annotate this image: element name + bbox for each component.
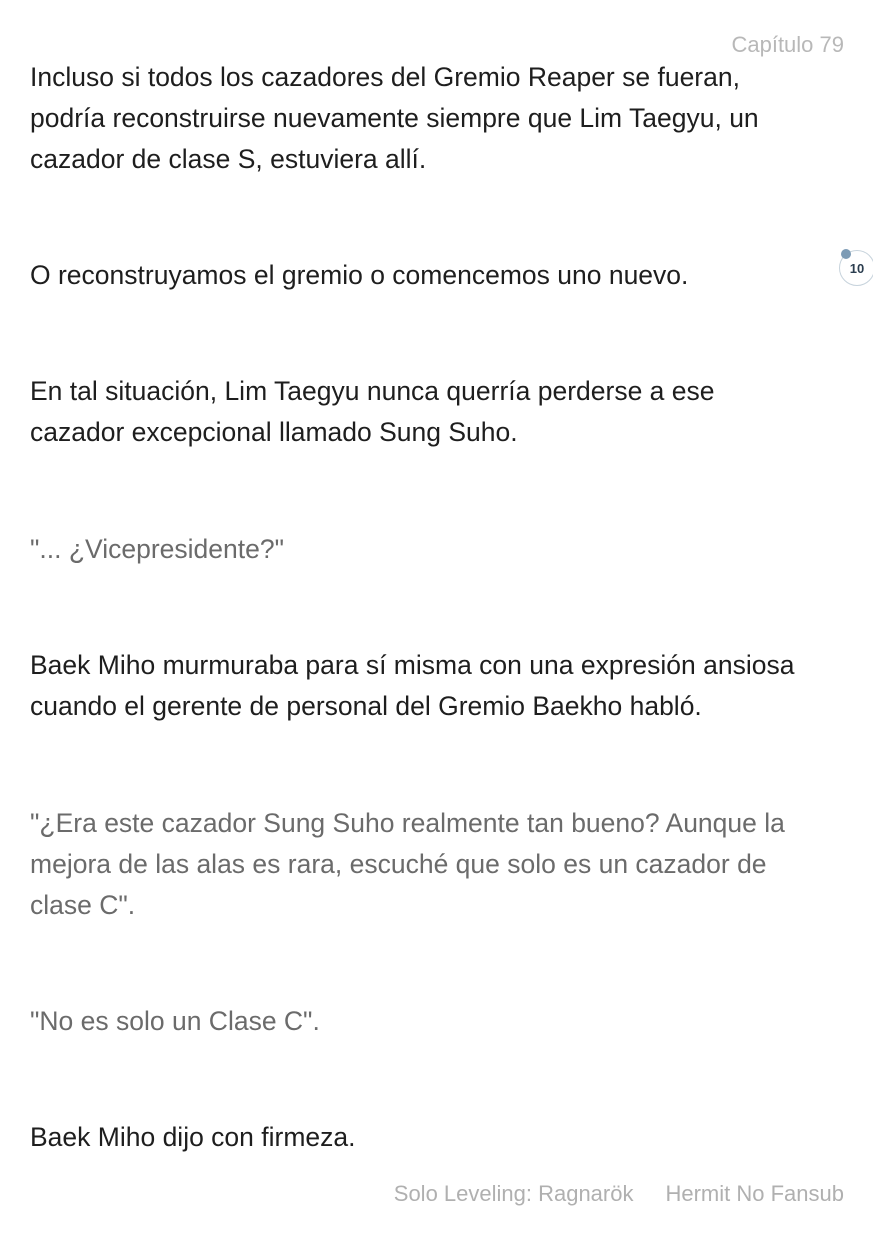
paragraph: En tal situación, Lim Taegyu nunca querría perderse a ese cazador excepcional llamado Sung Suho. [30, 376, 715, 447]
novel-title: Solo Leveling: Ragnarök [393, 1181, 634, 1206]
dialogue-paragraph: "¿Era este cazador Sung Suho realmente tan bueno? Aunque la mejora de las alas es rara, escuché que solo es un cazador de clase C". [30, 808, 785, 920]
comment-indicator-dot-icon [841, 249, 851, 259]
dialogue-paragraph: "... ¿Vicepresidente?" [30, 534, 285, 564]
paragraph: Baek Miho murmuraba para sí misma con una expresión ansiosa cuando el gerente de personal del Gremio Baekho habló. [30, 650, 795, 721]
paragraph: Incluso si todos los cazadores del Gremio Reaper se fueran, podría reconstruirse nuevamente siempre que Lim Taegyu, un cazador de clase S, estuviera allí. [30, 62, 759, 174]
paragraph: Baek Miho dijo con firmeza. [30, 1122, 356, 1152]
dialogue-paragraph: "No es solo un Clase C". [30, 1006, 320, 1036]
paragraph: O reconstruyamos el gremio o comencemos uno nuevo. [30, 260, 689, 290]
chapter-label: Capítulo 79 [731, 32, 844, 57]
translator-credit: Hermit No Fansub [665, 1181, 844, 1206]
comment-count: 10 [849, 260, 865, 276]
footer [394, 1181, 844, 1207]
